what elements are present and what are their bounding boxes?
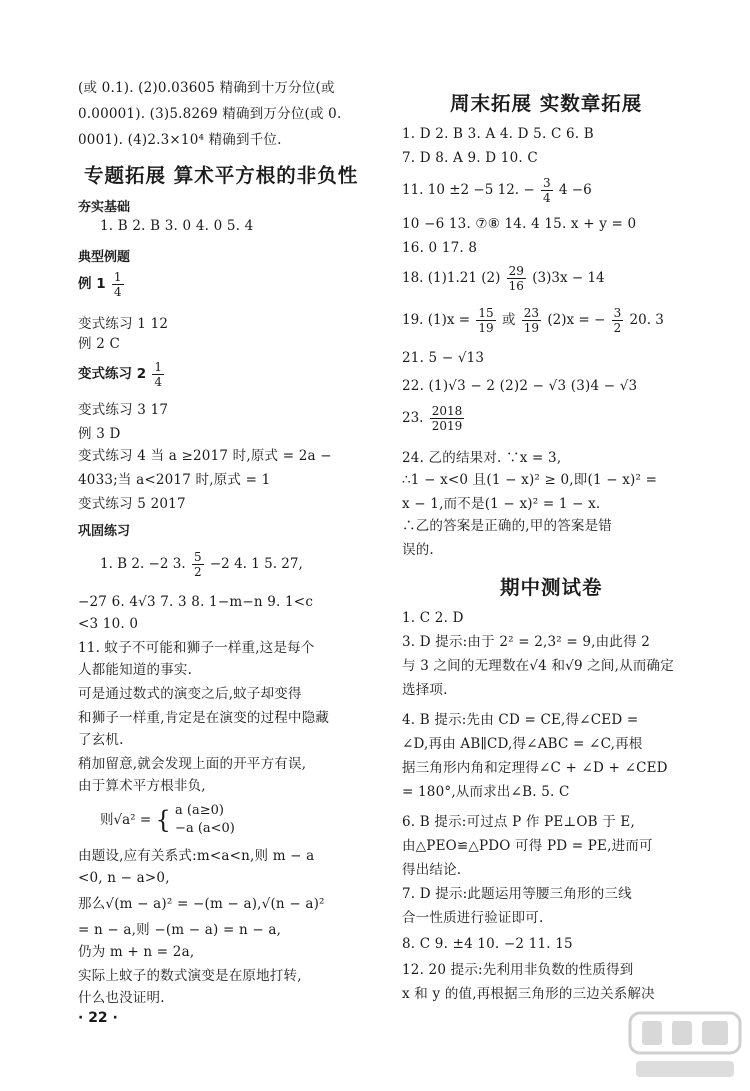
text-line: 7. D 提示:此题运用等腰三角形的三线 xyxy=(402,886,632,902)
text-line: 得出结论. xyxy=(402,862,462,878)
fraction: $\frac{5}{2}$ xyxy=(193,550,202,579)
sub-heading: 典型例题 xyxy=(78,250,131,265)
text-line: 变式练习 5 2017 xyxy=(78,496,186,512)
text-line: 稍加留意,就会发现上面的开平方有误, xyxy=(78,756,307,772)
question-18-line: 18. (1)1.21 (2) $\frac{29}{16}$ (3)3x − 14 xyxy=(402,264,605,293)
text-line: ∴1 − x<0 且(1 − x)² ≥ 0,即(1 − x)² = xyxy=(402,472,658,488)
text-line: 什么也没证明. xyxy=(78,990,165,1006)
text-line: 0.00001). (3)5.8269 精确到万分位(或 0. xyxy=(78,106,342,122)
text-line: x − 1,而不是(1 − x)² = 1 − x. xyxy=(402,496,601,512)
text-line: 6. B 提示:可过点 P 作 PE⊥OB 于 E, xyxy=(402,814,635,830)
fraction: $\frac{1}{4}$ xyxy=(113,270,122,299)
text-line: 例 2 C xyxy=(78,336,121,352)
text-line: 了玄机. xyxy=(78,732,124,748)
text-line: = 180°,从而求出∠B. 5. C xyxy=(402,784,570,800)
consolidate-line-1: 1. B 2. −2 3. $\frac{5}{2}$ −2 4. 1 5. 27, xyxy=(100,550,303,579)
text-line: 21. 5 − √13 xyxy=(402,350,485,366)
question-19-line: 19. (1)x = $\frac{15}{19}$ 或 $\frac{23}{19}$ (2)x = − $\frac{3}{2}$ 20. 3 xyxy=(402,306,664,335)
text-line: 据三角形内角和定理得∠C + ∠D + ∠CED xyxy=(402,760,668,776)
text-line: ∠D,再由 AB∥CD,得∠ABC = ∠C,再根 xyxy=(402,736,643,752)
text-line: 变式练习 4 当 a ≥2017 时,原式 = 2a − xyxy=(78,448,332,464)
fraction: $\frac{23}{19}$ xyxy=(523,306,540,335)
text-line: 例 3 D xyxy=(78,426,121,442)
variant-label: 变式练习 2 xyxy=(78,366,147,382)
variant-2 xyxy=(78,360,166,389)
text-line: 可是通过数式的演变之后,蚊子却变得 xyxy=(78,686,302,702)
text-line: 仍为 m + n = 2a, xyxy=(78,944,195,960)
fraction: $\frac{1}{4}$ xyxy=(154,360,163,389)
text-line: x 和 y 的值,再根据三角形的三边关系解决 xyxy=(402,986,655,1002)
fraction: $\frac{15}{19}$ xyxy=(478,306,494,335)
text-line: 选择项. xyxy=(402,682,448,698)
text-line: 10 −6 13. ⑦⑧ 14. 4 15. x + y = 0 xyxy=(402,216,637,232)
text-line: 7. D 8. A 9. D 10. C xyxy=(402,150,538,166)
text-line: 4033;当 a<2017 时,原式 = 1 xyxy=(78,472,271,488)
fraction: $\frac{29}{16}$ xyxy=(508,264,524,293)
section-title: 期中测试卷 xyxy=(500,576,603,599)
text-line: 16. 0 17. 8 xyxy=(402,240,478,256)
text-line: 4. B 提示:先由 CD = CE,得∠CED = xyxy=(402,712,639,728)
case-2: −a (a<0) xyxy=(175,821,235,836)
text-line: 1. C 2. D xyxy=(402,610,464,626)
text-line: 24. 乙的结果对. ∵x = 3, xyxy=(402,450,562,466)
text-line: ∴乙的答案是正确的,甲的答案是错 xyxy=(402,518,612,534)
section-title: 周末拓展 实数章拓展 xyxy=(450,92,643,115)
text-line: −27 6. 4√3 7. 3 8. 1−m−n 9. 1<c xyxy=(78,594,314,610)
fraction: $\frac{3}{4}$ xyxy=(542,176,551,205)
text-line: 人都能知道的事实. xyxy=(78,662,193,678)
text-line: <3 10. 0 xyxy=(78,616,139,632)
sub-heading: 巩固练习 xyxy=(78,524,131,539)
text-line: 变式练习 1 12 xyxy=(78,316,169,332)
text-line: 由于算术平方根非负, xyxy=(78,778,206,794)
example-label: 例 1 xyxy=(78,276,106,292)
text-line: 实际上蚊子的数式演变是在原地打转, xyxy=(78,968,302,984)
text-line: 与 3 之间的无理数在√4 和√9 之间,从而确定 xyxy=(402,658,674,674)
text-line: 0001). (4)2.3×10⁴ 精确到千位. xyxy=(78,132,282,148)
text-line: 8. C 9. ±4 10. −2 11. 15 xyxy=(402,936,573,952)
text-line: 那么√(m − a)² = −(m − a),√(n − a)² xyxy=(78,896,325,912)
fraction: $\frac{3}{2}$ xyxy=(613,306,622,335)
text-line: = n − a,则 −(m − a) = n − a, xyxy=(78,922,282,938)
question-11-line: 11. 10 ±2 −5 12. − $\frac{3}{4}$ 4 −6 xyxy=(402,176,592,205)
text-line: 误的. xyxy=(402,542,434,558)
watermark-logo xyxy=(626,1007,744,1085)
text-line: 12. 20 提示:先利用非负数的性质得到 xyxy=(402,962,634,978)
text-line: 由△PEO≌△PDO 可得 PD = PE,进而可 xyxy=(402,838,653,854)
fraction: $\frac{2018}{2019}$ xyxy=(431,404,463,433)
text-line: 11. 蚊子不可能和狮子一样重,这是每个 xyxy=(78,640,315,656)
text-line: 3. D 提示:由于 2² = 2,3² = 9,由此得 2 xyxy=(402,634,651,650)
text-line: 1. D 2. B 3. A 4. D 5. C 6. B xyxy=(402,126,594,142)
question-23-line: 23. $\frac{2018}{2019}$ xyxy=(402,404,463,433)
section-title: 专题拓展 算术平方根的非负性 xyxy=(84,164,359,187)
example-1 xyxy=(78,270,126,299)
page-number: · 22 · xyxy=(78,1010,118,1026)
text-line: 由题设,应有关系式:m<a<n,则 m − a xyxy=(78,848,315,864)
piecewise-formula: 则√a² = { a (a≥0) −a (a<0) xyxy=(100,803,235,836)
sub-heading: 夯实基础 xyxy=(78,200,131,215)
text-line: <0, n − a>0, xyxy=(78,870,170,886)
text-line: 变式练习 3 17 xyxy=(78,402,169,418)
text-line: 和狮子一样重,肯定是在演变的过程中隐藏 xyxy=(78,710,330,726)
case-1: a (a≥0) xyxy=(175,803,224,818)
text-line: (或 0.1). (2)0.03605 精确到十万分位(或 xyxy=(78,80,335,96)
text-line: 合一性质进行验证即可. xyxy=(402,910,544,926)
text-line: 1. B 2. B 3. 0 4. 0 5. 4 xyxy=(100,218,254,234)
text-line: 22. (1)√3 − 2 (2)2 − √3 (3)4 − √3 xyxy=(402,378,638,394)
